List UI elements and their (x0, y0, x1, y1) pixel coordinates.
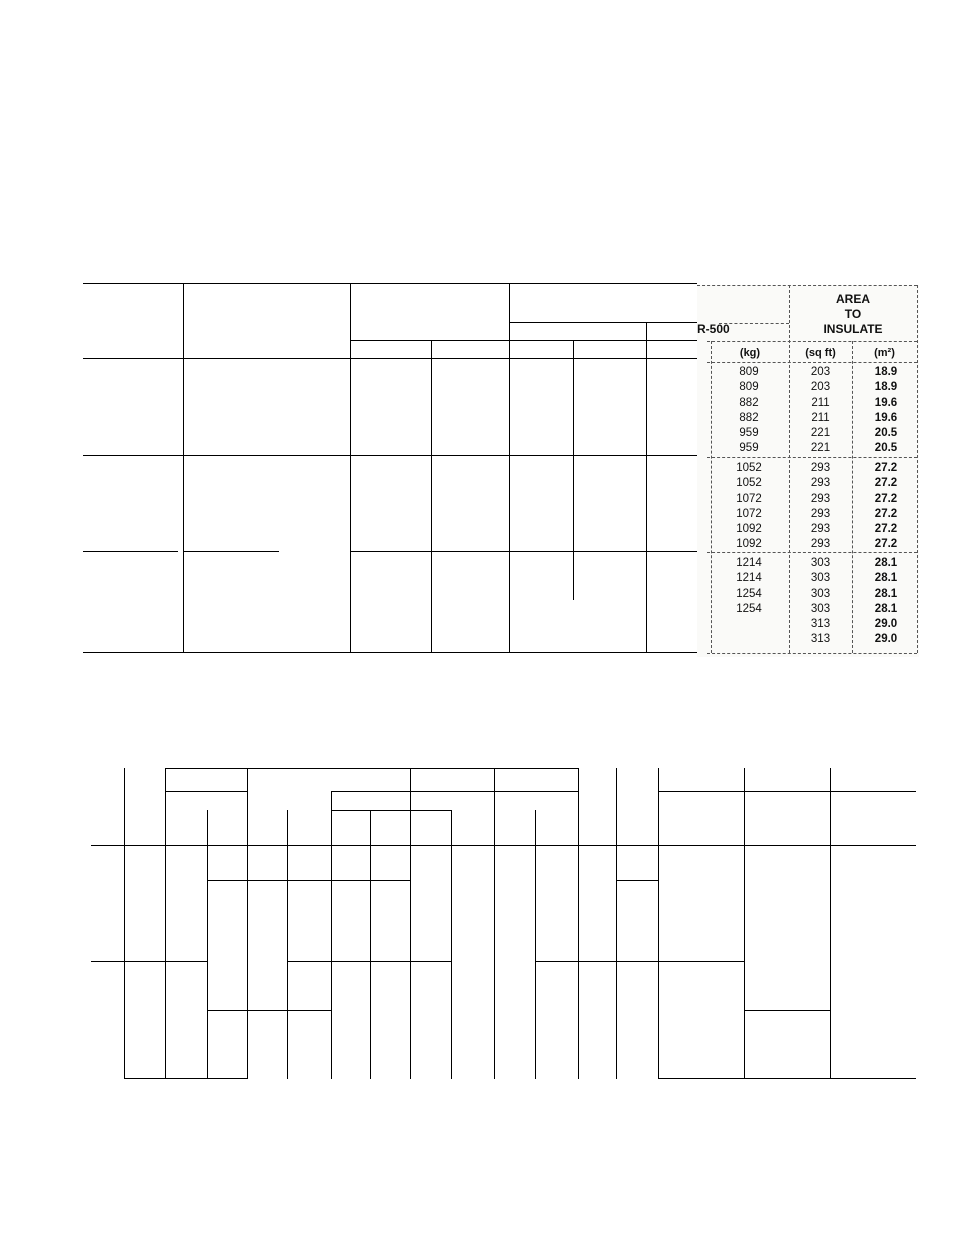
table-cell: 1072 (736, 507, 762, 520)
unit-sqft: (sq ft) (805, 347, 836, 359)
table-rule (535, 961, 744, 962)
table-rule (124, 768, 125, 1079)
dashed-rule (711, 341, 712, 653)
table-rule (207, 880, 410, 881)
unit-m2: (m²) (874, 347, 895, 359)
table-cell: 293 (810, 523, 831, 536)
table-cell (721, 632, 777, 647)
dashed-rule (707, 362, 917, 363)
table-cell: 313 (810, 633, 831, 646)
table-cell: 19.6 (874, 411, 898, 424)
table-cell: 29.0 (874, 633, 898, 646)
table-rule (659, 1078, 916, 1079)
kg-column-group-3 (721, 556, 777, 647)
table-cell: 221 (810, 427, 831, 440)
table-rule (535, 810, 536, 1079)
m2-column-group-2 (855, 461, 917, 553)
table-cell: 303 (810, 572, 831, 585)
table-cell: 882 (739, 411, 759, 424)
table-cell: 28.1 (874, 602, 898, 615)
table-cell: 211 (811, 411, 830, 424)
table-cell: 293 (810, 477, 831, 490)
table-rule (509, 322, 697, 323)
sqft-column-group-2 (789, 461, 852, 553)
table-cell: 20.5 (874, 442, 898, 455)
table-rule (183, 283, 184, 653)
area-header-line2: TO (844, 307, 862, 321)
dashed-rule (707, 653, 917, 654)
area-header-line1: AREA (835, 292, 870, 306)
table-rule (410, 768, 411, 1079)
dashed-rule (707, 341, 917, 342)
sqft-column-group-3 (789, 556, 852, 648)
table-rule (659, 791, 916, 792)
dashed-rule (852, 341, 853, 653)
table-cell: 293 (810, 538, 831, 551)
table-rule (573, 340, 574, 600)
table-cell: 18.9 (874, 366, 898, 378)
table-cell: 293 (810, 462, 831, 474)
table-cell: 27.2 (874, 538, 898, 551)
table-cell: 959 (739, 427, 759, 440)
table-rule (184, 551, 279, 552)
table-rule (509, 283, 510, 653)
table-cell: 203 (810, 381, 831, 394)
table-rule (83, 358, 697, 359)
table-rule (451, 810, 452, 1079)
scanned-table-section (697, 285, 919, 657)
dashed-rule (917, 285, 918, 653)
table-rule (350, 340, 697, 341)
table-rule (83, 455, 697, 456)
r500-header: R-500 (697, 322, 730, 336)
table-rule (165, 768, 166, 1079)
table-cell: 293 (810, 507, 831, 520)
table-rule (165, 791, 247, 792)
table-rule (350, 283, 351, 653)
table-rule (331, 791, 332, 1079)
table-rule (83, 652, 697, 653)
table-cell: 28.1 (874, 587, 898, 600)
table-cell: 1254 (736, 587, 762, 600)
table-cell: 882 (739, 396, 759, 409)
table-cell: 1092 (736, 523, 762, 536)
table-cell: 203 (810, 366, 831, 378)
table-rule (83, 283, 697, 284)
table-rule (431, 340, 432, 653)
kg-column-group-1 (721, 365, 777, 457)
table-cell: 303 (810, 587, 831, 600)
table-rule (207, 1010, 332, 1011)
table-cell: 19.6 (874, 396, 898, 409)
table-rule (83, 551, 178, 552)
dashed-rule (697, 285, 917, 286)
table-rule (91, 845, 916, 846)
dashed-rule (707, 457, 917, 458)
unit-kg: (kg) (739, 347, 761, 359)
table-cell: 211 (811, 396, 830, 409)
table-cell: 18.9 (874, 381, 898, 394)
table-rule (830, 768, 831, 1079)
table-cell: 303 (810, 557, 831, 569)
table-cell: 1052 (736, 462, 762, 474)
table-cell: 313 (810, 618, 831, 631)
table-cell: 29.0 (874, 618, 898, 631)
table-rule (165, 768, 578, 769)
kg-column-group-2 (721, 461, 777, 553)
sqft-column-group-1 (789, 365, 852, 457)
table-cell: 293 (810, 492, 831, 505)
table-cell: 809 (739, 366, 759, 378)
table-cell: 1052 (736, 477, 762, 490)
table-rule (91, 961, 207, 962)
table-cell: 303 (810, 602, 831, 615)
table-cell: 27.2 (874, 477, 898, 490)
m2-column-group-1 (855, 365, 917, 457)
table-rule (331, 810, 451, 811)
table-cell: 20.5 (874, 427, 898, 440)
table-rule (247, 768, 248, 1079)
table-cell: 959 (739, 442, 759, 455)
table-cell (721, 617, 777, 632)
table-rule (616, 768, 617, 1079)
table-cell: 27.2 (874, 492, 898, 505)
table-rule (744, 1010, 830, 1011)
table-cell: 1214 (736, 572, 762, 585)
table-cell: 27.2 (874, 462, 898, 474)
table-cell: 1072 (736, 492, 762, 505)
table-cell: 27.2 (874, 507, 898, 520)
table-cell: 809 (739, 381, 759, 394)
table-rule (207, 810, 208, 1079)
table-cell: 28.1 (874, 572, 898, 585)
table-rule (744, 768, 745, 1079)
table-cell: 221 (810, 442, 831, 455)
table-cell: 1254 (736, 602, 762, 615)
table-rule (616, 880, 658, 881)
m2-column-group-3 (855, 556, 917, 648)
table-rule (350, 551, 697, 552)
table-rule (646, 322, 647, 653)
table-rule (578, 768, 579, 1079)
table-rule (124, 1078, 247, 1079)
area-header-line3: INSULATE (823, 322, 883, 336)
table-cell: 28.1 (874, 557, 898, 569)
table-cell: 1214 (736, 557, 762, 569)
table-rule (370, 810, 371, 1079)
table-rule (494, 768, 495, 1079)
table-rule (658, 768, 659, 1079)
table-rule (331, 791, 578, 792)
table-cell: 1092 (736, 538, 762, 551)
table-cell: 27.2 (874, 523, 898, 536)
table-rule (287, 810, 288, 1079)
